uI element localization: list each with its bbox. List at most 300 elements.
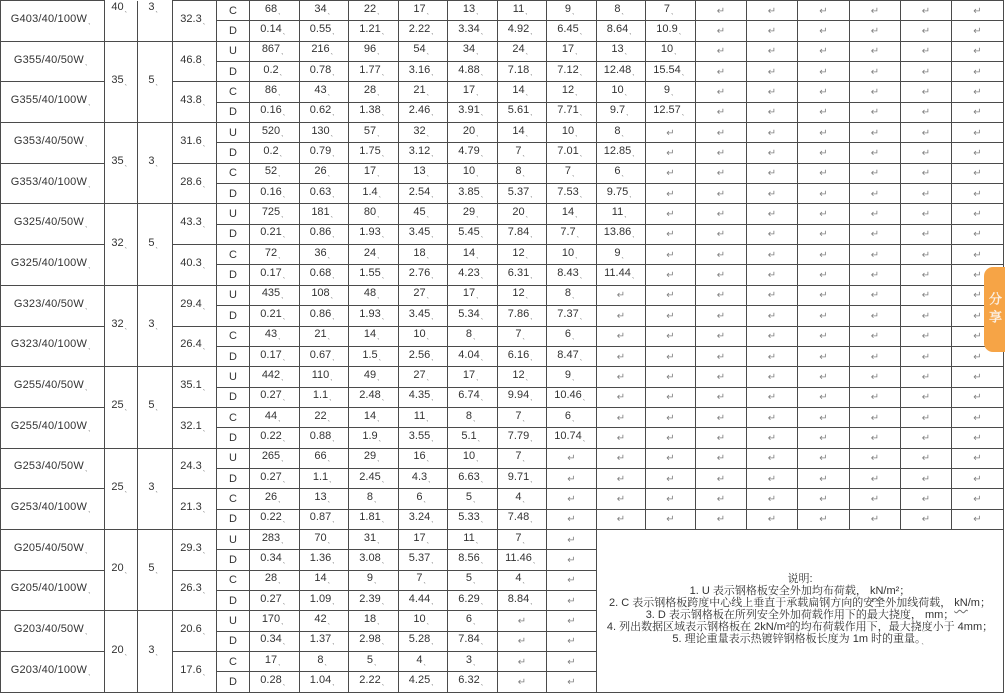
value-cell — [300, 123, 349, 143]
cell-text: 4 — [515, 572, 522, 585]
cell-end-mark: 、 — [84, 386, 92, 393]
empty-cell — [901, 123, 952, 143]
value-cell — [300, 611, 349, 631]
cell-text: 36 — [314, 246, 327, 259]
value-cell — [300, 245, 349, 265]
cell-text: G323/40/100W — [10, 338, 88, 351]
empty-cell — [747, 306, 798, 326]
cell-text: 0.34 — [260, 633, 282, 646]
value-cell — [349, 489, 399, 509]
cell-text: 3.91 — [458, 104, 480, 117]
cell-text: 10.46 — [554, 389, 582, 402]
value-cell — [448, 489, 498, 509]
empty-cell — [646, 306, 696, 326]
cell-end-mark: 、 — [473, 335, 480, 342]
empty-cell — [952, 143, 1004, 163]
cell-text: 5.37 — [507, 185, 530, 198]
cell-text: C — [229, 411, 237, 424]
empty-cell — [498, 672, 547, 692]
cell-end-mark: 、 — [381, 233, 388, 240]
cell-text: ↵ — [767, 87, 777, 99]
cell-text: ↵ — [921, 87, 931, 99]
value-cell — [349, 143, 399, 163]
weight-cell — [173, 123, 217, 164]
empty-cell — [646, 367, 696, 387]
table-row — [1, 448, 1004, 468]
cell-text: 4.88 — [458, 63, 480, 76]
cell-end-mark: 、 — [572, 335, 579, 342]
cell-text: ↵ — [870, 453, 880, 465]
cell-text: D — [229, 676, 237, 689]
value-cell — [448, 652, 498, 672]
value-cell — [349, 82, 399, 102]
value-cell — [547, 245, 597, 265]
cell-text: ↵ — [767, 168, 777, 180]
cell-text: 1.37 — [309, 633, 332, 646]
cell-text: ↵ — [666, 229, 675, 241]
cell-text: ↵ — [921, 412, 931, 424]
empty-cell — [547, 529, 597, 549]
cell-end-mark: 、 — [572, 9, 579, 16]
cell-end-mark: 、 — [281, 50, 288, 57]
value-cell — [300, 62, 349, 82]
cell-text: 7.01 — [557, 145, 579, 158]
cell-end-mark: 、 — [426, 416, 433, 423]
cell-end-mark: 、 — [579, 274, 586, 281]
empty-cell — [901, 387, 952, 407]
cell-end-mark: 、 — [525, 91, 532, 98]
cell-end-mark: 、 — [282, 274, 289, 281]
cell-end-mark: 、 — [124, 569, 131, 576]
empty-cell — [952, 367, 1004, 387]
value-cell — [498, 224, 547, 244]
empty-cell — [901, 245, 952, 265]
table-row — [1, 367, 1004, 387]
empty-cell — [646, 163, 696, 183]
cell-text: ↵ — [716, 107, 726, 119]
value-cell — [300, 204, 349, 224]
cell-text: ↵ — [973, 229, 982, 241]
cell-text: 8 — [317, 653, 324, 666]
cell-text: 8 — [614, 124, 621, 137]
cell-text: 11.44 — [604, 267, 631, 280]
cell-text: 17.6 — [180, 663, 202, 676]
cell-text: 22 — [314, 409, 327, 422]
value-cell — [498, 529, 547, 549]
cell-text: ↵ — [767, 209, 777, 221]
value-cell — [448, 611, 498, 631]
cell-end-mark: 、 — [381, 396, 388, 403]
value-cell — [399, 367, 448, 387]
cell-text: ↵ — [716, 26, 726, 38]
model-cell — [1, 1, 105, 42]
cell-text: U — [229, 452, 237, 465]
empty-cell — [952, 387, 1004, 407]
cell-text: ↵ — [716, 188, 726, 200]
empty-cell — [798, 123, 850, 143]
value-cell — [349, 245, 399, 265]
cell-text: ↵ — [921, 331, 931, 343]
cell-text: ↵ — [616, 290, 626, 302]
cell-text: C — [229, 4, 237, 17]
cell-text: 265 — [261, 450, 281, 463]
value-cell — [448, 529, 498, 549]
cell-text: 12.48 — [603, 63, 632, 76]
empty-cell — [696, 123, 747, 143]
cell-text: 0.16 — [260, 185, 282, 198]
cell-end-mark: 、 — [202, 548, 209, 555]
empty-cell — [952, 204, 1004, 224]
value-cell — [399, 21, 448, 41]
value-cell — [250, 265, 300, 285]
cell-text: 108 — [311, 287, 330, 300]
cell-end-mark: 、 — [278, 253, 285, 260]
empty-cell — [547, 509, 597, 529]
cell-text: ↵ — [666, 290, 675, 302]
cell-text: ↵ — [567, 677, 576, 689]
cell-text: 0.14 — [260, 23, 282, 36]
note-item — [597, 621, 1003, 633]
cell-end-mark: 、 — [330, 50, 337, 57]
cell-text: ↵ — [973, 188, 982, 200]
cell-text: 0.88 — [309, 429, 332, 442]
cell-text: 0.55 — [309, 23, 332, 36]
cell-end-mark: 、 — [155, 406, 162, 413]
cell-end-mark: 、 — [124, 406, 131, 413]
cell-end-mark: 、 — [480, 192, 487, 199]
empty-cell — [646, 448, 696, 468]
cell-text: 14 — [512, 124, 525, 137]
empty-cell — [798, 224, 850, 244]
cell-end-mark: 、 — [281, 538, 288, 545]
cell-text: ↵ — [567, 534, 576, 546]
cell-text: 4.79 — [458, 145, 480, 158]
cell-text: 40.3 — [180, 256, 202, 269]
value-cell — [349, 570, 399, 590]
cell-text: ↵ — [870, 371, 880, 383]
cell-end-mark: 、 — [202, 263, 209, 270]
value-cell — [300, 570, 349, 590]
cell-end-mark: 、 — [579, 152, 586, 159]
cell-text: ↵ — [666, 371, 675, 383]
cell-text: 29.3 — [180, 541, 202, 554]
cell-text: 9.71 — [507, 470, 530, 483]
thickness-cell — [138, 529, 173, 610]
cell-text: 0.87 — [309, 511, 332, 524]
cell-end-mark: 、 — [525, 9, 532, 16]
cell-text: ↵ — [921, 107, 931, 119]
value-cell — [448, 163, 498, 183]
cell-text: G203/40/100W — [10, 663, 88, 676]
load-type-cell — [217, 265, 250, 285]
cell-text: 3 — [148, 643, 155, 656]
cell-end-mark: 、 — [582, 396, 589, 403]
cell-end-mark: 、 — [572, 416, 579, 423]
cell-text: 442 — [261, 368, 281, 381]
cell-text: 6 — [564, 328, 572, 341]
cell-text: ↵ — [819, 392, 828, 404]
value-cell — [498, 285, 547, 305]
cell-end-mark: 、 — [426, 131, 433, 138]
cell-end-mark: 、 — [476, 253, 483, 260]
value-cell — [547, 224, 597, 244]
weight-cell — [173, 245, 217, 286]
cell-text: 24 — [363, 246, 377, 259]
cell-end-mark: 、 — [480, 70, 487, 77]
cell-text: ↵ — [767, 351, 777, 363]
cell-text: G355/40/50W — [13, 53, 84, 66]
cell-text: ↵ — [819, 351, 828, 363]
cell-end-mark: 、 — [282, 558, 289, 565]
cell-text: ↵ — [666, 310, 675, 322]
cell-text: 7.79 — [507, 429, 530, 442]
cell-end-mark: 、 — [88, 508, 95, 515]
value-cell — [300, 468, 349, 488]
empty-cell — [747, 407, 798, 427]
cell-text: D — [229, 391, 237, 404]
cell-end-mark: 、 — [332, 355, 339, 362]
cell-text: ↵ — [819, 310, 828, 322]
weight-cell — [173, 204, 217, 245]
cell-text: ↵ — [973, 168, 982, 180]
value-cell — [399, 570, 448, 590]
value-cell — [547, 62, 597, 82]
cell-end-mark: 、 — [522, 497, 529, 504]
cell-text: D — [229, 635, 237, 648]
cell-end-mark: 、 — [84, 60, 92, 67]
cell-text: 1.38 — [359, 104, 381, 117]
value-cell — [597, 245, 646, 265]
cell-end-mark: 、 — [480, 355, 487, 362]
cell-text: ↵ — [973, 371, 982, 383]
value-cell — [646, 82, 696, 102]
empty-cell — [952, 245, 1004, 265]
empty-cell — [646, 245, 696, 265]
cell-text: U — [229, 370, 237, 383]
value-cell — [300, 163, 349, 183]
cell-text: 8 — [515, 165, 522, 178]
cell-text: 13 — [314, 490, 327, 503]
cell-text: C — [229, 167, 237, 180]
share-tab[interactable] — [984, 267, 1005, 352]
cell-text: ↵ — [921, 310, 931, 322]
cell-text: 7.71 — [557, 104, 579, 117]
cell-text: ↵ — [870, 351, 880, 363]
empty-cell — [901, 102, 952, 122]
value-cell — [498, 204, 547, 224]
cell-text: D — [229, 106, 237, 119]
cell-text: G203/40/50W — [13, 623, 84, 636]
value-cell — [300, 672, 349, 692]
cell-text: ↵ — [921, 249, 931, 261]
cell-text: ↵ — [767, 371, 777, 383]
cell-end-mark: 、 — [674, 50, 681, 57]
cell-text: ↵ — [716, 209, 726, 221]
cell-text: 13 — [413, 165, 426, 178]
cell-end-mark: 、 — [202, 60, 209, 67]
cell-text: ↵ — [921, 371, 931, 383]
note-text: /m²； — [883, 584, 911, 597]
cell-end-mark: 、 — [282, 192, 289, 199]
cell-end-mark: 、 — [575, 213, 582, 220]
cell-text: ↵ — [567, 595, 576, 607]
cell-text: 3.55 — [408, 429, 431, 442]
cell-end-mark: 、 — [124, 325, 131, 331]
cell-text: ↵ — [870, 127, 880, 139]
empty-cell — [696, 346, 747, 366]
cell-text: 3 — [148, 0, 155, 13]
load-type-cell — [217, 62, 250, 82]
model-cell — [1, 611, 105, 652]
cell-end-mark: 、 — [202, 467, 209, 474]
cell-text: 3.24 — [408, 511, 431, 524]
cell-text: 5.37 — [408, 551, 431, 564]
table-row — [1, 1, 1004, 21]
cell-text: ↵ — [819, 371, 828, 383]
cell-text: 130 — [311, 124, 330, 137]
cell-text: ↵ — [567, 514, 576, 526]
cell-text: 1.5 — [362, 348, 378, 361]
cell-text: 17 — [462, 84, 476, 97]
cell-text: 5 — [148, 562, 155, 575]
value-cell — [399, 326, 448, 346]
cell-text: 5 — [148, 236, 155, 249]
cell-end-mark: 、 — [530, 30, 537, 37]
value-cell — [498, 82, 547, 102]
cell-end-mark: 、 — [327, 457, 334, 464]
weight-cell — [173, 489, 217, 530]
empty-cell — [696, 448, 747, 468]
cell-end-mark: 、 — [202, 630, 209, 637]
cell-text: 16 — [413, 450, 426, 463]
cell-text: 0.79 — [309, 145, 332, 158]
cell-text: 13 — [611, 43, 624, 56]
load-type-cell — [217, 367, 250, 387]
cell-end-mark: 、 — [480, 30, 487, 37]
cell-end-mark: 、 — [681, 111, 688, 118]
cell-text: ↵ — [616, 310, 626, 322]
cell-text: ↵ — [921, 127, 931, 139]
cell-text: 10 — [660, 43, 674, 56]
thickness-cell — [138, 285, 173, 366]
empty-cell — [901, 184, 952, 204]
value-cell — [646, 21, 696, 41]
cell-end-mark: 、 — [522, 457, 529, 464]
cell-end-mark: 、 — [377, 294, 384, 301]
cell-text: 17 — [561, 43, 575, 56]
cell-text: ↵ — [666, 514, 675, 526]
load-type-cell — [217, 672, 250, 692]
empty-cell — [901, 224, 952, 244]
empty-cell — [798, 184, 850, 204]
cell-text: ↵ — [973, 46, 982, 58]
empty-cell — [747, 102, 798, 122]
cell-text: 1.09 — [309, 592, 332, 605]
value-cell — [547, 163, 597, 183]
cell-text: U — [229, 533, 237, 546]
cell-text: 5 — [465, 490, 473, 503]
cell-text: ↵ — [567, 656, 576, 668]
cell-text: ↵ — [819, 290, 828, 302]
value-cell — [349, 611, 399, 631]
cell-text: G205/40/100W — [10, 582, 88, 595]
weight-cell — [173, 326, 217, 367]
cell-end-mark: 、 — [282, 681, 289, 688]
empty-cell — [952, 41, 1004, 61]
cell-text: ↵ — [716, 473, 726, 485]
cell-text: 26 — [314, 165, 327, 178]
value-cell — [300, 82, 349, 102]
cell-text: 5 — [148, 73, 155, 86]
cell-end-mark: 、 — [377, 375, 384, 382]
cell-text: ↵ — [870, 310, 880, 322]
value-cell — [448, 448, 498, 468]
cell-text: ↵ — [716, 148, 726, 160]
cell-text: 4.25 — [408, 674, 431, 687]
cell-end-mark: 、 — [124, 7, 131, 14]
cell-end-mark: 、 — [374, 497, 381, 504]
cell-text: ↵ — [819, 270, 828, 282]
cell-text: D — [229, 431, 237, 444]
cell-text: 17 — [264, 653, 278, 666]
cell-end-mark: 、 — [282, 477, 289, 484]
empty-cell — [646, 387, 696, 407]
cell-text: 10 — [611, 84, 624, 97]
cell-text: ↵ — [767, 66, 777, 78]
cell-text: 0.86 — [309, 226, 332, 239]
cell-text: 32.3 — [180, 12, 202, 25]
cell-text: 12 — [512, 246, 525, 259]
cell-text: 11.46 — [505, 551, 532, 564]
value-cell — [399, 62, 448, 82]
cell-text: 8.84 — [507, 592, 530, 605]
table-body — [1, 1, 1004, 693]
empty-cell — [798, 143, 850, 163]
cell-end-mark: 、 — [202, 101, 209, 108]
cell-text: G325/40/50W — [13, 216, 84, 229]
cell-end-mark: 、 — [579, 70, 586, 77]
cell-text: ↵ — [767, 5, 777, 17]
empty-cell — [850, 82, 901, 102]
cell-end-mark: 、 — [428, 477, 435, 484]
cell-text: 43.8 — [180, 94, 202, 107]
pitch-cell — [105, 448, 138, 529]
cell-text: ↵ — [716, 168, 726, 180]
cell-end-mark: 、 — [278, 9, 285, 16]
cell-end-mark: 、 — [530, 314, 537, 321]
cell-text: ↵ — [973, 5, 982, 17]
model-cell — [1, 652, 105, 693]
cell-text: ↵ — [921, 432, 931, 444]
cell-end-mark: 、 — [431, 314, 438, 321]
cell-end-mark: 、 — [202, 223, 209, 230]
cell-end-mark: 、 — [624, 213, 631, 220]
cell-text: D — [229, 309, 237, 322]
value-cell — [250, 448, 300, 468]
empty-cell — [850, 41, 901, 61]
cell-end-mark: 、 — [473, 619, 480, 626]
value-cell — [250, 468, 300, 488]
cell-text: 8 — [465, 328, 473, 341]
empty-cell — [547, 652, 597, 672]
load-type-cell — [217, 529, 250, 549]
cell-text: ↵ — [921, 229, 931, 241]
empty-cell — [850, 184, 901, 204]
cell-text: 35.1 — [180, 379, 202, 392]
cell-text: ↵ — [870, 249, 880, 261]
value-cell — [349, 468, 399, 488]
cell-text: D — [229, 513, 237, 526]
